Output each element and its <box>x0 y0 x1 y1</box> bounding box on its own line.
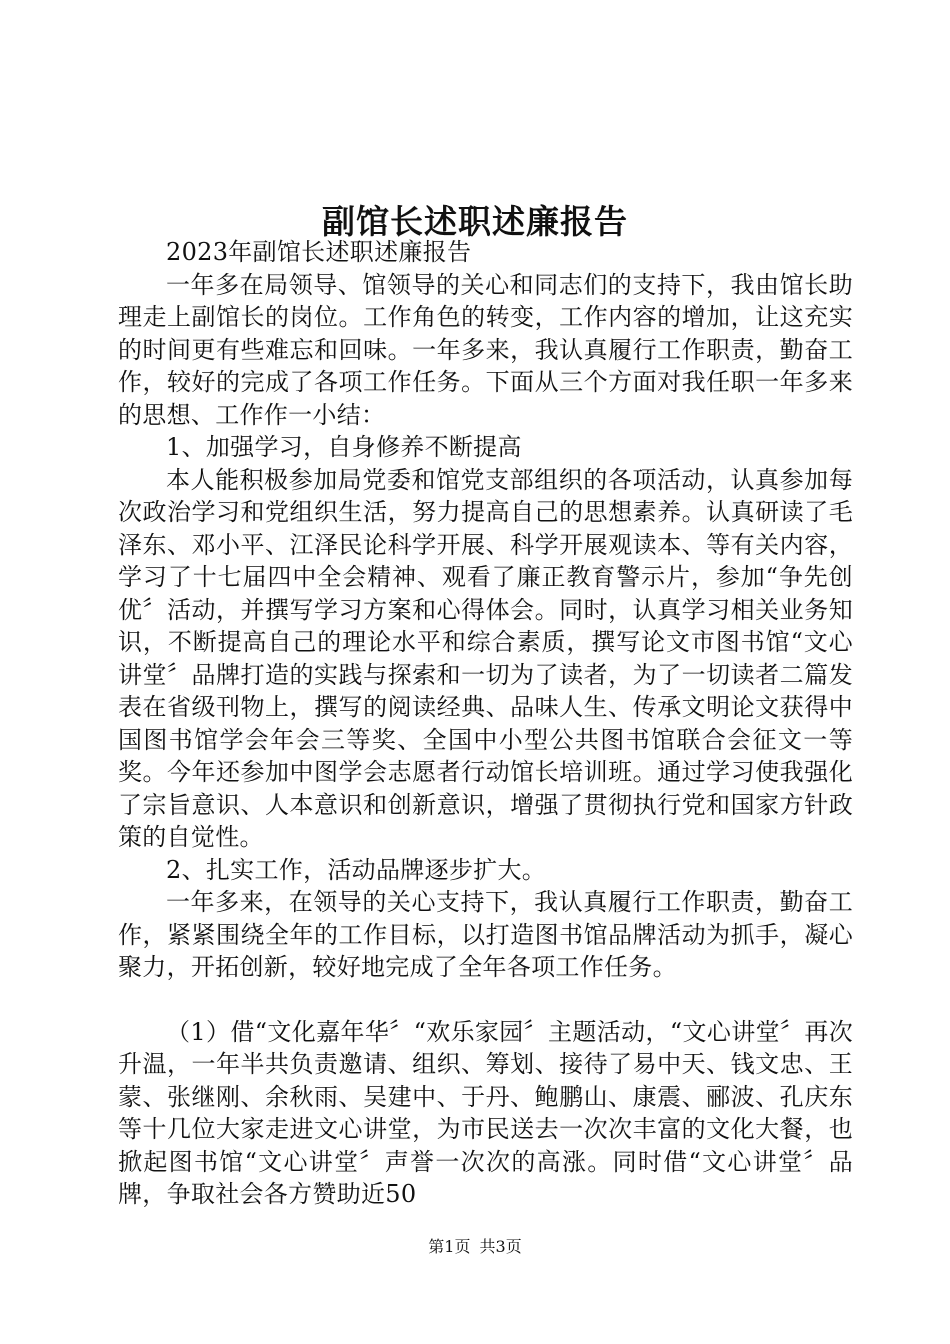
document-body <box>118 236 853 1211</box>
page-footer <box>0 1236 950 1258</box>
paragraph-subtitle: 2023年副馆长述职述廉报告 <box>166 238 472 266</box>
paragraph-study: 本人能积极参加局党委和馆党支部组织的各项活动，认真参加每次政治学习和党组织生活，努力提高自己的思想素养。认真研读了毛泽东、邓小平、江泽民论科学开展、科学开展观读本、等有关内容，学习了十七届四中全会精神、观看了廉正教育警示片，参加“争先创优〞活动，并撰写学习方案和心得体会。同时，认真学习相关业务知识，不断提高自己的理论水平和综合素质，撰写论文市图书馆“文心讲堂〞品牌打造的实践与探索和一切为了读者，为了一切读者二篇发表在省级刊物上，撰写的阅读经典、品味人生、传承文明论文获得中国图书馆学会年会三等奖、全国中小型公共图书馆联合会征文一等奖。今年还参加中图学会志愿者行动馆长培训班。通过学习使我强化了宗旨意识、人本意识和创新意识，增强了贯彻执行党和国家方针政策的自觉性。 <box>118 465 853 851</box>
page-total: 共3页 <box>479 1237 522 1256</box>
page-title: 副馆长述职述廉报告 <box>322 202 628 242</box>
paragraph-intro: 一年多在局领导、馆领导的关心和同志们的支持下，我由馆长助理走上副馆长的岗位。工作角色的转变，工作内容的增加，让这充实的时间更有些难忘和回味。一年多来，我认真履行工作职责，勤奋工作，较好的完成了各项工作任务。下面从三个方面对我任职一年多来的思想、工作作一小结： <box>118 270 853 429</box>
page-number: 第1页 <box>428 1237 471 1256</box>
section-heading-1: 1、加强学习，自身修养不断提高 <box>166 433 522 461</box>
paragraph-work: 一年多来，在领导的关心支持下，我认真履行工作职责，勤奋工作，紧紧围绕全年的工作目标，以打造图书馆品牌活动为抓手，凝心聚力，开拓创新，较好地完成了全年各项工作任务。 <box>118 888 853 981</box>
section-heading-2: 2、扎实工作，活动品牌逐步扩大。 <box>166 855 547 884</box>
paragraph-lecture: （1）借“文化嘉年华〞“欢乐家园〞主题活动，“文心讲堂〞再次升温，一年半共负责邀请、组织、筹划、接待了易中天、钱文忠、王蒙、张继刚、余秋雨、吴建中、于丹、鲍鹏山、康震、郦波、孔庆东等十几位大家走进文心讲堂，为市民送去一次次丰富的文化大餐，也掀起图书馆“文心讲堂〞声誉一次次的高涨。同时借“文心讲堂〞品牌，争取社会各方赞助近50 <box>118 1017 853 1208</box>
